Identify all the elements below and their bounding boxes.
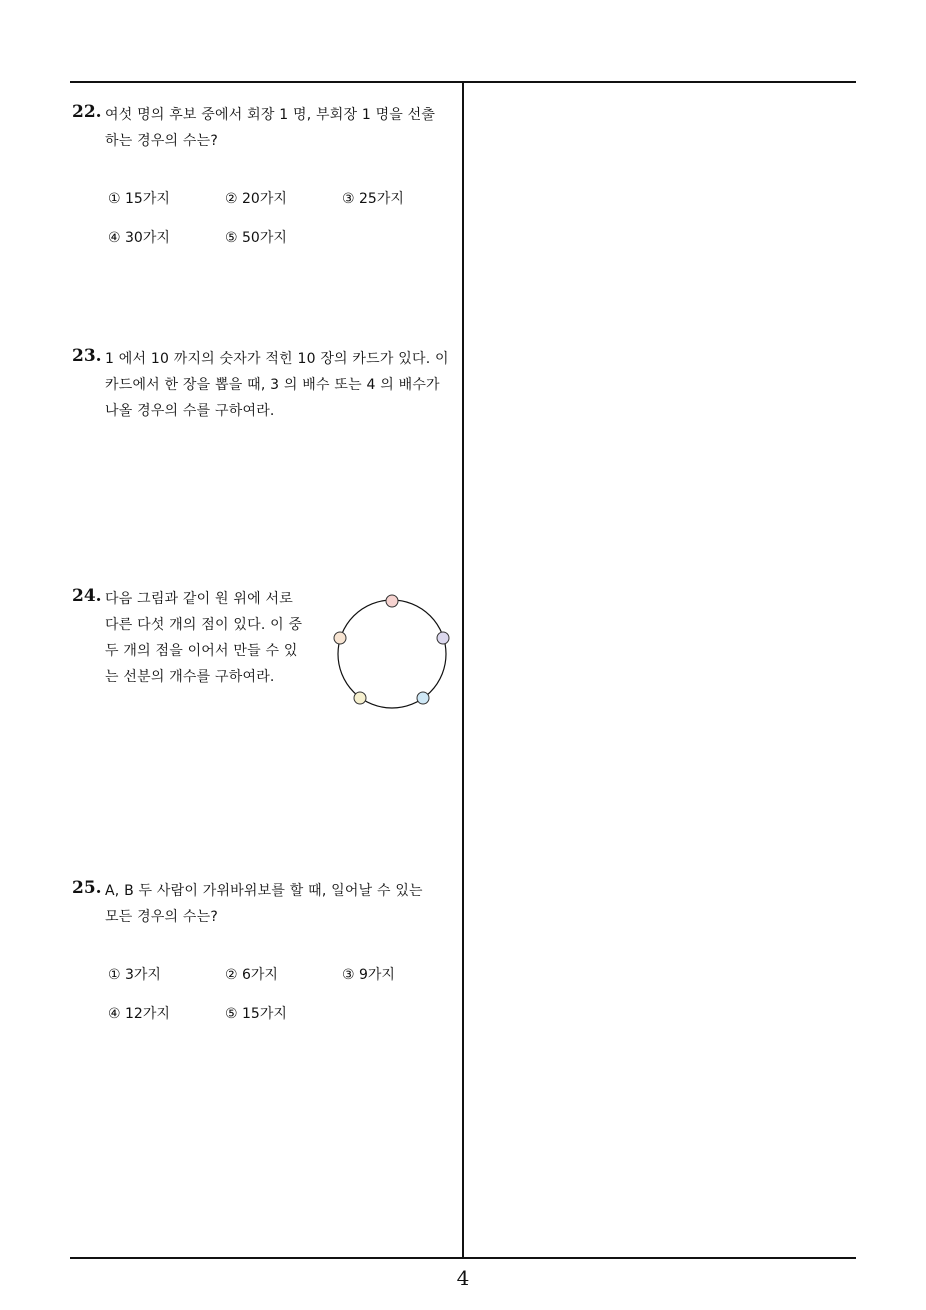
choice-1[interactable]: ① 3가지 <box>108 967 161 983</box>
point <box>386 595 398 607</box>
question-line: 카드에서 한 장을 뽑을 때, 3 의 배수 또는 4 의 배수가 <box>105 377 440 393</box>
choice-2[interactable]: ② 20가지 <box>225 191 287 207</box>
bottom-rule <box>70 1257 856 1259</box>
question-text <box>105 878 423 930</box>
question-text <box>105 586 302 690</box>
question-line: 나올 경우의 수를 구하여라. <box>105 403 275 419</box>
choice-3[interactable]: ③ 9가지 <box>342 967 395 983</box>
choice-2[interactable]: ② 6가지 <box>225 967 278 983</box>
column-divider <box>462 81 464 1259</box>
question-text <box>105 102 435 154</box>
choice-4[interactable]: ④ 12가지 <box>108 1006 170 1022</box>
question-line: 1 에서 10 까지의 숫자가 적힌 10 장의 카드가 있다. 이 <box>105 351 449 367</box>
choice-5[interactable]: ⑤ 50가지 <box>225 230 287 246</box>
question-number: 25. <box>72 878 102 898</box>
question-text <box>105 346 449 424</box>
choice-5[interactable]: ⑤ 15가지 <box>225 1006 287 1022</box>
question-number: 24. <box>72 586 102 606</box>
point <box>334 632 346 644</box>
choice-3[interactable]: ③ 25가지 <box>342 191 404 207</box>
question-line: 다음 그림과 같이 원 위에 서로 <box>105 591 293 607</box>
question-line: 다른 다섯 개의 점이 있다. 이 중 <box>105 617 303 633</box>
question-line: 하는 경우의 수는? <box>105 133 218 149</box>
circle <box>338 600 446 708</box>
question-number: 22. <box>72 102 102 122</box>
point <box>437 632 449 644</box>
question-number: 23. <box>72 346 102 366</box>
question-line: 는 선분의 개수를 구하여라. <box>105 669 275 685</box>
choice-4[interactable]: ④ 30가지 <box>108 230 170 246</box>
point <box>417 692 429 704</box>
question-line: 두 개의 점을 이어서 만들 수 있 <box>105 643 298 659</box>
question-line: A, B 두 사람이 가위바위보를 할 때, 일어날 수 있는 <box>105 883 423 899</box>
circle-with-five-points-figure <box>330 590 454 714</box>
page-number: 4 <box>456 1266 470 1290</box>
point <box>354 692 366 704</box>
choice-1[interactable]: ① 15가지 <box>108 191 170 207</box>
question-line: 모든 경우의 수는? <box>105 909 218 925</box>
question-line: 여섯 명의 후보 중에서 회장 1 명, 부회장 1 명을 선출 <box>105 107 436 123</box>
